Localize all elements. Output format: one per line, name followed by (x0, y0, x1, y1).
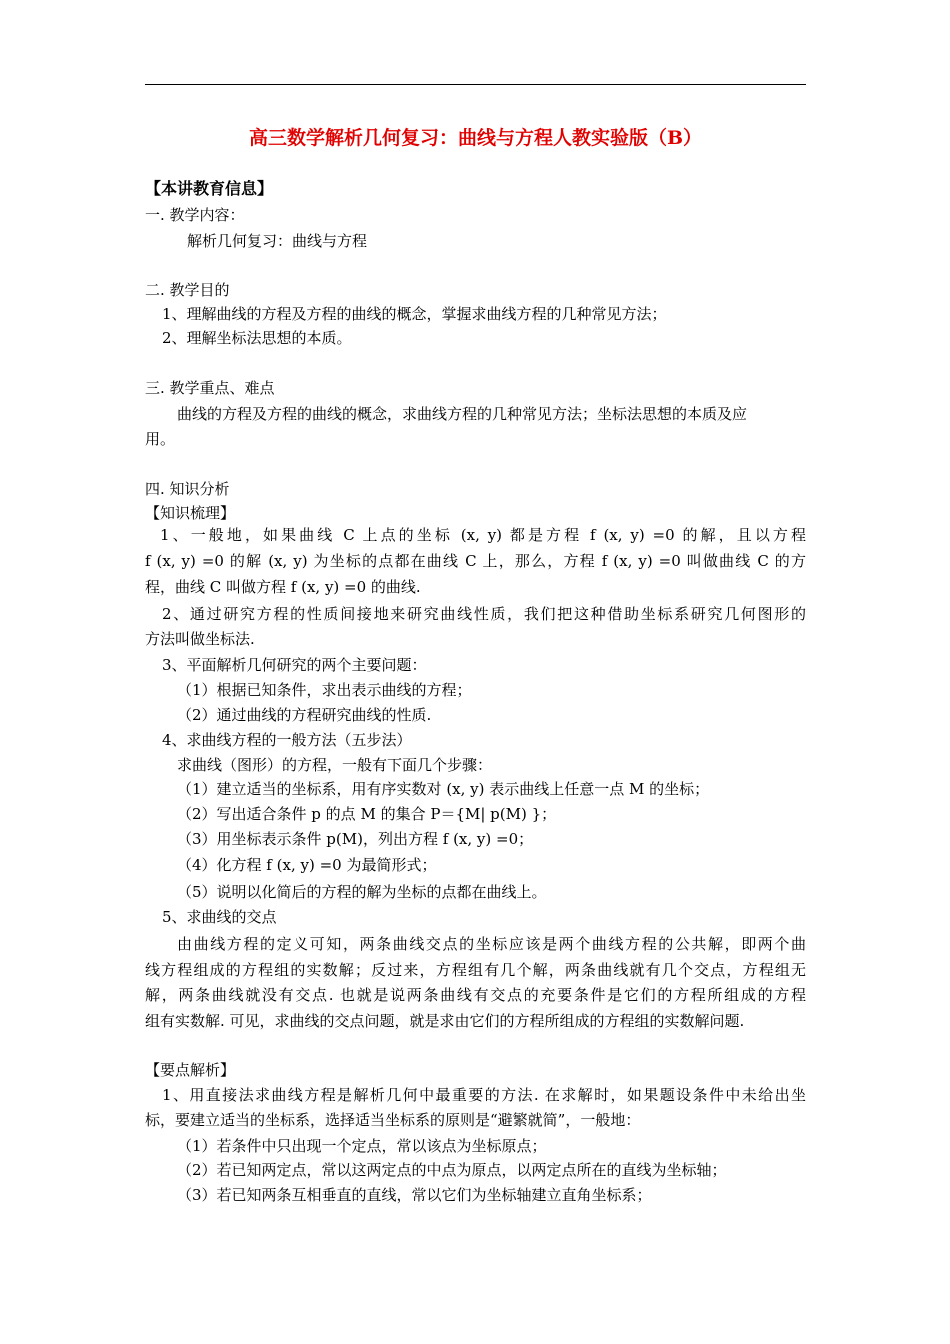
knowledge-heading: 【知识梳理】 (145, 504, 236, 522)
intersection-line: 解，两条曲线就没有交点. 也就是说两条曲线有交点的充要条件是它们的方程所组成的方程 (145, 986, 806, 1004)
section-2-item: 1、理解曲线的方程及方程的曲线的概念，掌握求曲线方程的几种常见方法； (162, 305, 667, 323)
section-3-line: 用。 (145, 430, 176, 448)
five-steps-item: （4）化方程 f (x, y) =0 为最简形式； (177, 856, 437, 874)
definition-line-1: 1、一般地，如果曲线 C 上点的坐标 (x, y) 都是方程 f (x, y) =0 的解，且以方程 (160, 526, 806, 544)
five-steps-item: （5）说明以化简后的方程的解为坐标的点都在曲线上。 (177, 883, 547, 901)
five-steps-item: （2）写出适合条件 p 的点 M 的集合 P＝{M| p(M) }； (177, 805, 557, 823)
key-points-heading: 【要点解析】 (145, 1061, 236, 1079)
coordinate-method-line-2: 方法叫做坐标法. (145, 630, 255, 648)
info-heading: 【本讲教育信息】 (145, 179, 274, 198)
five-steps-intro: 求曲线（图形）的方程，一般有下面几个步骤： (177, 756, 493, 774)
definition-line-3: 程，曲线 C 叫做方程 f (x, y) =0 的曲线. (145, 578, 421, 596)
two-problems-heading: 3、平面解析几何研究的两个主要问题： (162, 656, 427, 674)
section-2-heading: 二. 教学目的 (145, 281, 230, 299)
section-4-heading: 四. 知识分析 (145, 480, 230, 498)
header-rule (145, 84, 806, 85)
intersection-line: 由曲线方程的定义可知，两条曲线交点的坐标应该是两个曲线方程的公共解，即两个曲 (177, 935, 806, 953)
coordinate-method-line-1: 2、通过研究方程的性质间接地来研究曲线性质，我们把这种借助坐标系研究几何图形的 (162, 605, 806, 623)
intersection-line: 组有实数解. 可见，求曲线的交点问题，就是求由它们的方程所组成的方程组的实数解问题. (145, 1012, 745, 1030)
two-problems-item: （2）通过曲线的方程研究曲线的性质. (177, 706, 432, 724)
intersection-line: 线方程组成的方程组的实数解；反过来，方程组有几个解，两条曲线就有几个交点，方程组无 (145, 961, 806, 979)
five-steps-heading: 4、求曲线方程的一般方法（五步法） (162, 731, 412, 749)
section-2-item: 2、理解坐标法思想的本质。 (162, 329, 352, 347)
section-1-heading: 一. 教学内容： (145, 206, 245, 224)
two-problems-item: （1）根据已知条件，求出表示曲线的方程； (177, 681, 472, 699)
key-points-line-1: 1、用直接法求曲线方程是解析几何中最重要的方法. 在求解时，如果题设条件中未给出坐 (162, 1086, 806, 1104)
section-3-heading: 三. 教学重点、难点 (145, 379, 275, 397)
section-1-content: 解析几何复习：曲线与方程 (187, 232, 368, 250)
section-3-line: 曲线的方程及方程的曲线的概念，求曲线方程的几种常见方法；坐标法思想的本质及应 (177, 405, 748, 423)
intersection-heading: 5、求曲线的交点 (162, 908, 277, 926)
key-points-item: （3）若已知两条互相垂直的直线，常以它们为坐标轴建立直角坐标系； (177, 1186, 652, 1204)
definition-line-2: f (x, y) =0 的解 (x, y) 为坐标的点都在曲线 C 上，那么，方程 f (x, y) =0 叫做曲线 C 的方 (145, 552, 806, 570)
five-steps-item: （1）建立适当的坐标系，用有序实数对 (x, y) 表示曲线上任意一点 M 的坐标； (177, 780, 710, 798)
key-points-line-2: 标，要建立适当的坐标系，选择适当坐标系的原则是“避繁就简”，一般地： (145, 1111, 641, 1129)
key-points-item: （2）若已知两定点，常以这两定点的中点为原点，以两定点所在的直线为坐标轴； (177, 1161, 727, 1179)
document-title: 高三数学解析几何复习：曲线与方程人教实验版（B） (248, 127, 703, 149)
key-points-item: （1）若条件中只出现一个定点，常以该点为坐标原点； (177, 1137, 547, 1155)
five-steps-item: （3）用坐标表示条件 p(M)，列出方程 f (x, y) =0； (177, 830, 534, 848)
